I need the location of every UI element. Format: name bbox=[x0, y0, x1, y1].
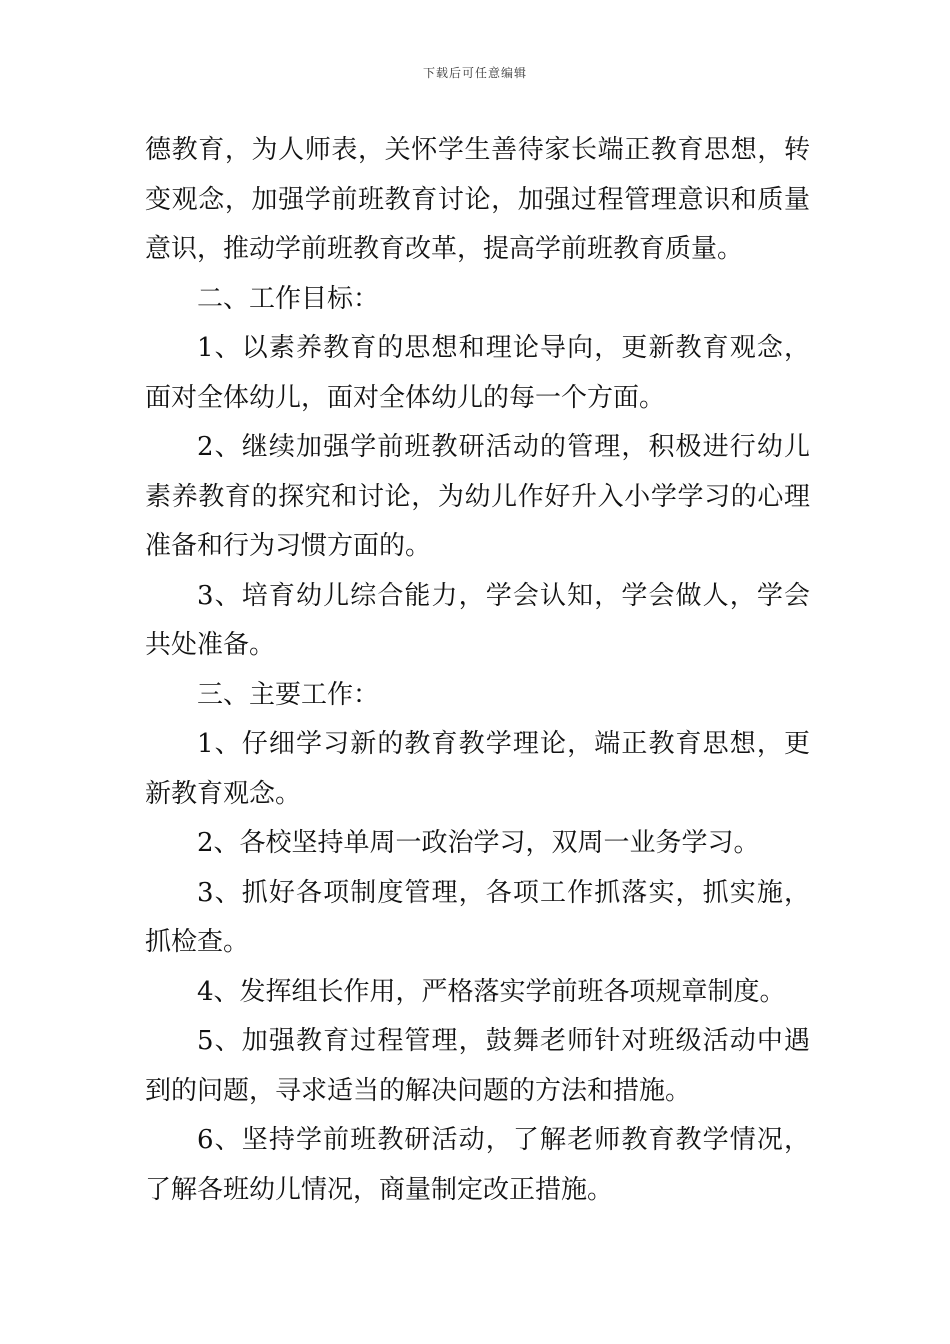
goal-item-2: 2、继续加强学前班教研活动的管理，积极进行幼儿素养教育的探究和讨论，为幼儿作好升入小学学习的心理准备和行为习惯方面的。 bbox=[145, 432, 810, 561]
document-body bbox=[145, 126, 810, 1215]
work-item-1: 1、仔细学习新的教育教学理论，端正教育思想，更新教育观念。 bbox=[145, 729, 810, 809]
page-header-note: 下载后可任意编辑 bbox=[422, 66, 527, 80]
goal-item-1: 1、以素养教育的思想和理论导向，更新教育观念，面对全体幼儿，面对全体幼儿的每一个方面。 bbox=[145, 333, 810, 413]
work-item-5: 5、加强教育过程管理，鼓舞老师针对班级活动中遇到的问题，寻求适当的解决问题的方法和措施。 bbox=[145, 1026, 810, 1106]
work-item-6: 6、坚持学前班教研活动，了解老师教育教学情况，了解各班幼儿情况，商量制定改正措施。 bbox=[145, 1125, 810, 1205]
work-item-3: 3、抓好各项制度管理，各项工作抓落实，抓实施，抓检查。 bbox=[145, 877, 810, 957]
paragraph-continuation: 德教育，为人师表，关怀学生善待家长端正教育思想，转变观念，加强学前班教育讨论，加强过程管理意识和质量意识，推动学前班教育改革，提高学前班教育质量。 bbox=[145, 135, 810, 264]
work-item-4: 4、发挥组长作用，严格落实学前班各项规章制度。 bbox=[197, 976, 786, 1007]
section-heading-main-work: 三、主要工作： bbox=[197, 679, 380, 710]
section-heading-goals: 二、工作目标： bbox=[197, 283, 380, 314]
work-item-2: 2、各校坚持单周一政治学习，双周一业务学习。 bbox=[197, 828, 760, 858]
goal-item-3: 3、培育幼儿综合能力，学会认知，学会做人，学会共处准备。 bbox=[145, 580, 810, 660]
